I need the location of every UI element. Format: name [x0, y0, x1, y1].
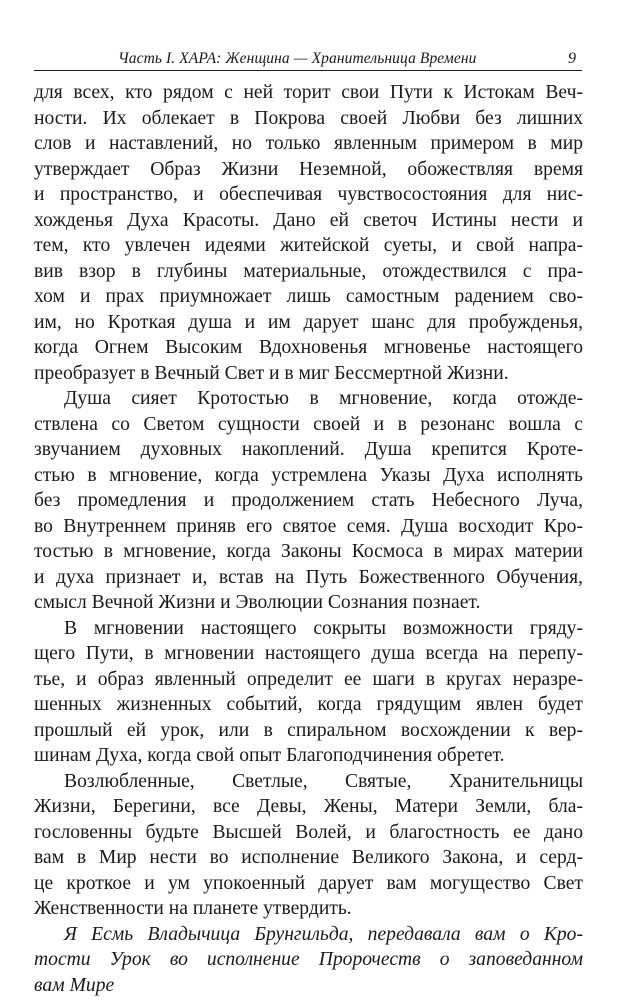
text-line: гословенны будьте Высшей Волей, и благостность ее дано [34, 821, 583, 843]
text-line: Возлюбленные, Светлые, Святые, Хранительницы [64, 770, 583, 792]
text-line: це кроткое и ум упокоенный дарует вам могущество Свет [34, 872, 583, 894]
text-line: хожденья Духа Красоты. Дано ей светоч Истины нести и [34, 209, 583, 231]
running-title: Часть I. ХАРА: Женщина — Хранительница Времени [118, 50, 477, 67]
text-line: стью в мгновение, когда устремлена Указы Духа исполнять [34, 464, 583, 486]
text-line: ствлена со Светом сущности своей и в резонанс вошла с [34, 413, 583, 435]
text-line: тости Урок во исполнение Пророчеств о заповеданном [34, 949, 583, 970]
text-line: шинам Духа, когда свой опыт Благоподчинения обретет. [34, 745, 505, 766]
text-line: тостью в мгновение, когда Законы Космоса в мирах материи [34, 541, 583, 562]
text-line: Я Есмь Владычица Брунгильда, передавала вам о Кро- [64, 923, 583, 945]
text-line: тем, кто увлечен идеями житейской суеты, и свой напра- [34, 235, 583, 256]
page-number: 9 [568, 50, 576, 67]
text-line: без промедления и продолжением стать Небесного Луча, [34, 490, 583, 511]
text-line: Женственности на планете утвердить. [34, 898, 352, 919]
text-line: звучанием духовных накоплений. Душа крепится Кроте- [34, 439, 583, 460]
text-line: тье, и образ явленный определит ее шаги в кругах неразре- [34, 668, 583, 690]
text-line: В мгновении настоящего сокрыты возможности гряду- [64, 617, 583, 639]
text-line: и пространство, и обеспечивая чувствосостояния для нис- [34, 184, 583, 205]
text-line: прошлый ей урок, или в спиральном восхождении к вер- [34, 719, 583, 741]
text-line: и духа признает и, встав на Путь Божественного Обучения, [34, 566, 583, 588]
text-line: вам в Мир нести во исполнение Великого Закона, и серд- [34, 847, 583, 868]
body-text [34, 80, 583, 998]
text-line: хом и прах приумножает лишь самостным радением сво- [34, 286, 583, 307]
text-line: во Внутреннем приняв его святое семя. Душа восходит Кро- [34, 515, 583, 537]
text-line: утверждает Образ Жизни Неземной, обожествляя время [34, 158, 583, 180]
paragraph-3 [34, 616, 583, 769]
running-header [34, 48, 582, 71]
text-line: для всех, кто рядом с ней торит свои Пути к Истокам Веч- [34, 82, 583, 103]
paragraph-2 [34, 386, 583, 616]
paragraph-1 [34, 80, 583, 386]
text-line: преобразует в Вечный Свет и в миг Бессмертной Жизни. [34, 362, 509, 384]
paragraph-4 [34, 769, 583, 922]
text-line: вив взор в глубины материальные, отождествился с пра- [34, 260, 583, 282]
text-line: щего Пути, в мгновении настоящего душа всегда на перепу- [34, 643, 583, 664]
text-line: Душа сияет Кротостью в мгновение, когда отожде- [64, 388, 583, 409]
signature-paragraph [34, 922, 583, 999]
text-line: слов и наставлений, но только явленным примером в мир [34, 133, 583, 154]
text-line: ности. Их облекает в Покрова своей Любви без лишних [34, 107, 583, 129]
text-line: смысл Вечной Жизни и Эволюции Сознания познает. [34, 592, 481, 613]
text-line: шенных жизненных событий, когда грядущим явлен будет [34, 694, 583, 715]
text-line: Жизни, Берегини, все Девы, Жены, Матери Земли, бла- [34, 796, 583, 817]
text-line: вам Мире [34, 974, 115, 996]
text-line: когда Огнем Высоким Вдохновенья мгновенье настоящего [34, 337, 583, 358]
text-line: им, но Кроткая душа и им дарует шанс для пробужденья, [34, 311, 583, 333]
